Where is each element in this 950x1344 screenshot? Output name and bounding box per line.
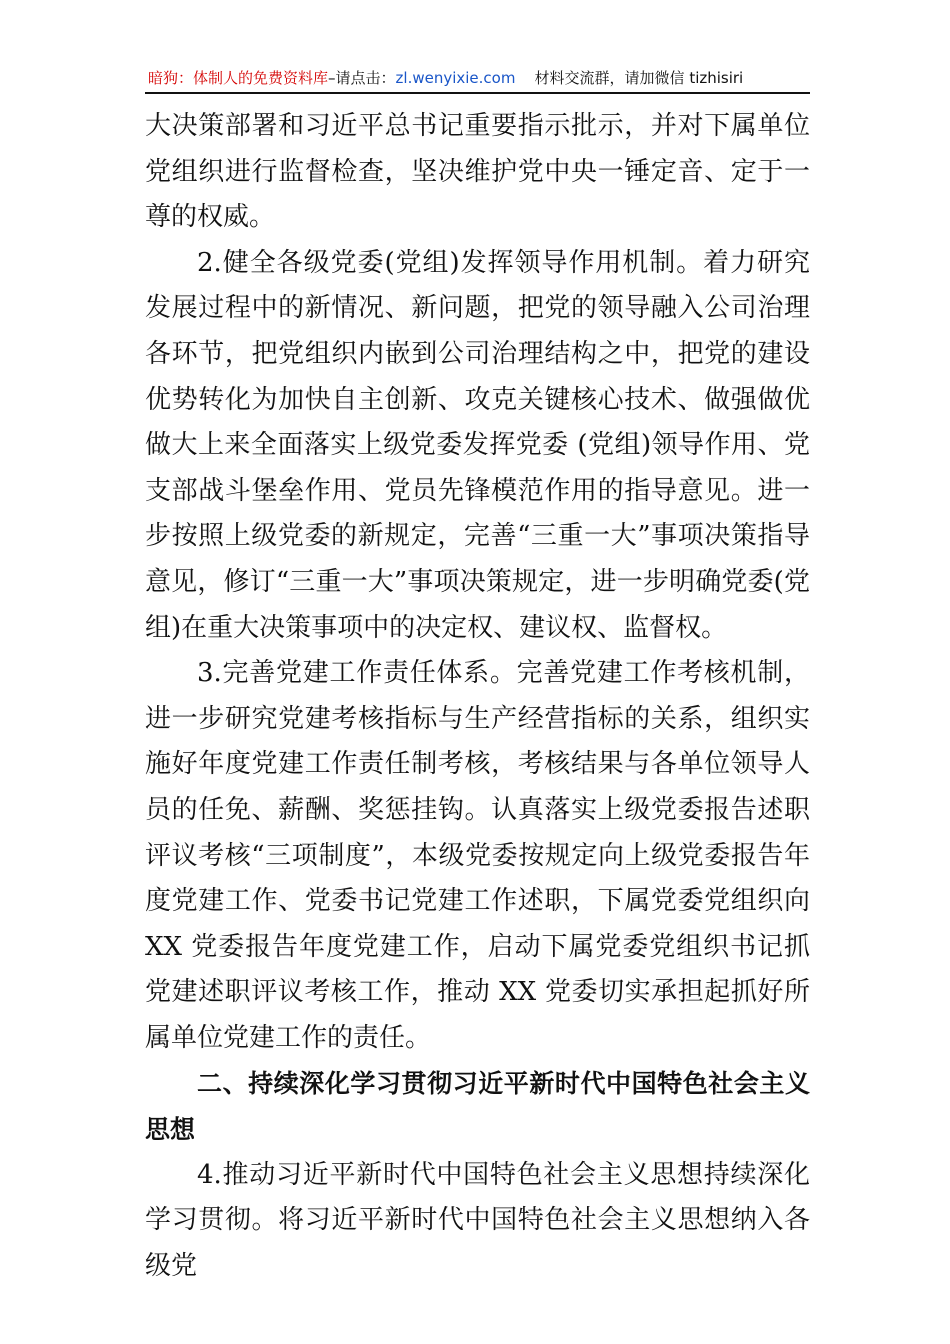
section-heading-2: 二、持续深化学习贯彻习近平新时代中国特色社会主义思想: [145, 1069, 810, 1145]
document-body: [145, 104, 810, 1289]
paragraph-continuation: 大决策部署和习近平总书记重要指示批示，并对下属单位党组织进行监督检查，坚决维护党中央一锤定音、定于一尊的权威。: [145, 111, 810, 233]
header-divider: [145, 92, 810, 94]
header-contact: 材料交流群，请加微信 tizhisiri: [534, 69, 744, 87]
paragraph-item-3: 3.完善党建工作责任体系。完善党建工作考核机制，进一步研究党建考核指标与生产经营指标的关系，组织实施好年度党建工作责任制考核，考核结果与各单位领导人员的任免、薪酬、奖惩挂钩。认真落实上级党委报告述职评议考核“三项制度”，本级党委按规定向上级党委报告年度党建工作、党委书记党建工作述职，下属党委党组织向 XX 党委报告年度党建工作，启动下属党委党组织书记抓党建述职评议考核工作，推动 XX 党委切实承担起抓好所属单位党建工作的责任。: [145, 658, 810, 1053]
page-header: [148, 66, 808, 90]
header-click-label: –请点击：: [328, 69, 396, 87]
header-url-link[interactable]: zl.wenyixie.com: [395, 69, 516, 87]
paragraph-item-4: 4.推动习近平新时代中国特色社会主义思想持续深化学习贯彻。将习近平新时代中国特色社会主义思想纳入各级党: [145, 1159, 810, 1281]
paragraph-item-2: 2.健全各级党委(党组)发挥领导作用机制。着力研究发展过程中的新情况、新问题，把党的领导融入公司治理各环节，把党组织内嵌到公司治理结构之中，把党的建设优势转化为加快自主创新、攻克关键核心技术、做强做优做大上来全面落实上级党委发挥党委 (党组)领导作用、党支部战斗堡垒作用、党员先锋模范作用的指导意见。进一步按照上级党委的新规定，完善“三重一大”事项决策指导意见，修订“三重一大”事项决策规定，进一步明确党委(党组)在重大决策事项中的决定权、建议权、监督权。: [145, 247, 810, 643]
header-brand: 暗狗：体制人的免费资料库: [148, 69, 329, 87]
